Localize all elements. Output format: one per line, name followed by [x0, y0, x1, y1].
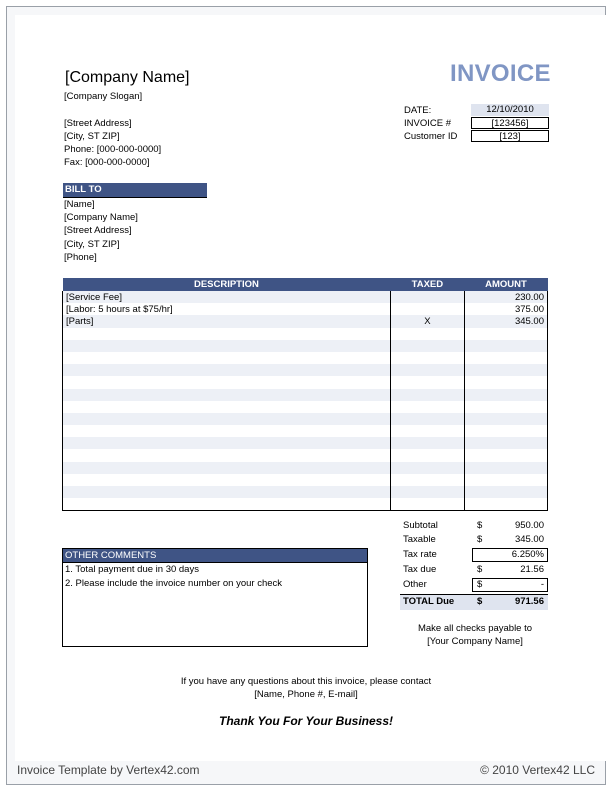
amount-cell[interactable]: [464, 352, 547, 364]
taxable-value: 345.00: [514, 534, 544, 545]
customer-id-value[interactable]: [123]: [471, 130, 549, 142]
total-label: TOTAL Due: [403, 596, 455, 607]
total-row: [400, 594, 548, 610]
amount-cell[interactable]: 345.00: [464, 315, 547, 327]
amount-header: AMOUNT: [464, 278, 547, 291]
taxrate-value: 6.250%: [511, 549, 544, 560]
taxdue-label: Tax due: [403, 564, 437, 575]
taxed-cell[interactable]: [390, 328, 464, 340]
amount-cell[interactable]: [464, 401, 547, 413]
taxable-row: [400, 533, 548, 547]
taxed-header: TAXED: [390, 278, 464, 291]
subtotal-label: Subtotal: [403, 520, 438, 531]
description-cell[interactable]: [Parts]: [63, 315, 391, 327]
thank-you-message: Thank You For Your Business!: [218, 714, 394, 728]
taxed-cell[interactable]: [390, 413, 464, 425]
taxed-cell[interactable]: [390, 425, 464, 437]
description-cell[interactable]: [63, 498, 391, 511]
amount-cell[interactable]: [464, 328, 547, 340]
amount-cell[interactable]: [464, 364, 547, 376]
description-cell[interactable]: [63, 376, 391, 388]
taxed-cell[interactable]: [390, 462, 464, 474]
taxed-cell[interactable]: [390, 486, 464, 498]
bill-to-company: [Company Name]: [64, 212, 138, 223]
taxdue-value: 21.56: [520, 564, 544, 575]
company-fax: Fax: [000-000-0000]: [64, 157, 150, 168]
company-city: [City, ST ZIP]: [64, 131, 120, 142]
taxed-cell[interactable]: X: [390, 315, 464, 327]
taxed-cell[interactable]: [390, 291, 464, 303]
payable-line-2: [Your Company Name]: [427, 636, 523, 647]
description-cell[interactable]: [63, 462, 391, 474]
taxed-cell[interactable]: [390, 352, 464, 364]
taxed-cell[interactable]: [390, 437, 464, 449]
table-row: [63, 303, 548, 315]
table-row: [63, 340, 548, 352]
items-body: [63, 291, 548, 511]
table-row: [63, 425, 548, 437]
bill-to-name: [Name]: [64, 199, 95, 210]
amount-cell[interactable]: [464, 498, 547, 511]
amount-cell[interactable]: [464, 413, 547, 425]
taxed-cell[interactable]: [390, 498, 464, 511]
taxed-cell[interactable]: [390, 474, 464, 486]
invoice-number-value[interactable]: [123456]: [471, 117, 549, 129]
description-cell[interactable]: [63, 474, 391, 486]
table-row: [63, 486, 548, 498]
table-row: [63, 364, 548, 376]
description-cell[interactable]: [Service Fee]: [63, 291, 391, 303]
invoice-number-label: INVOICE #: [404, 118, 451, 129]
other-label: Other: [403, 579, 427, 590]
description-cell[interactable]: [63, 437, 391, 449]
taxed-cell[interactable]: [390, 401, 464, 413]
contact-line-2: [Name, Phone #, E-mail]: [254, 689, 358, 700]
table-row: [63, 376, 548, 388]
amount-cell[interactable]: [464, 449, 547, 461]
table-row: [63, 474, 548, 486]
amount-cell[interactable]: [464, 486, 547, 498]
taxdue-currency: $: [477, 564, 483, 575]
subtotal-currency: $: [477, 520, 483, 531]
amount-cell[interactable]: [464, 376, 547, 388]
date-label: DATE:: [404, 105, 432, 116]
table-row: [63, 352, 548, 364]
description-cell[interactable]: [63, 413, 391, 425]
comments-header: OTHER COMMENTS: [63, 549, 367, 562]
comments-box[interactable]: [62, 548, 368, 647]
amount-cell[interactable]: [464, 389, 547, 401]
other-value: -: [540, 579, 544, 590]
company-phone: Phone: [000-000-0000]: [64, 144, 162, 155]
company-slogan: [Company Slogan]: [64, 91, 143, 102]
taxable-label: Taxable: [403, 534, 436, 545]
total-value: 971.56: [514, 596, 544, 607]
subtotal-value: 950.00: [514, 520, 544, 531]
description-cell[interactable]: [63, 340, 391, 352]
taxdue-row: [400, 563, 548, 577]
taxable-currency: $: [477, 534, 483, 545]
table-row: [63, 315, 548, 327]
taxed-cell[interactable]: [390, 340, 464, 352]
taxed-cell[interactable]: [390, 389, 464, 401]
description-cell[interactable]: [63, 364, 391, 376]
description-cell[interactable]: [63, 352, 391, 364]
description-cell[interactable]: [63, 449, 391, 461]
total-currency: $: [477, 596, 483, 607]
table-row: [63, 449, 548, 461]
bill-to-phone: [Phone]: [64, 252, 97, 263]
comment-line-1: 1. Total payment due in 30 days: [63, 562, 367, 577]
other-box[interactable]: [472, 578, 548, 592]
taxed-cell[interactable]: [390, 449, 464, 461]
footer-credit[interactable]: Invoice Template by Vertex42.com: [17, 763, 200, 777]
taxed-cell[interactable]: [390, 376, 464, 388]
description-cell[interactable]: [63, 425, 391, 437]
date-value[interactable]: 12/10/2010: [471, 104, 549, 116]
footer-copyright: © 2010 Vertex42 LLC: [480, 763, 595, 777]
amount-cell[interactable]: 375.00: [464, 303, 547, 315]
company-street: [Street Address]: [64, 118, 132, 129]
description-cell[interactable]: [63, 486, 391, 498]
taxrate-label: Tax rate: [403, 549, 437, 560]
amount-cell[interactable]: 230.00: [464, 291, 547, 303]
subtotal-row: [400, 519, 548, 533]
payable-line-1: Make all checks payable to: [417, 623, 533, 634]
amount-cell[interactable]: [464, 437, 547, 449]
company-name: [Company Name]: [65, 69, 190, 86]
taxed-cell[interactable]: [390, 303, 464, 315]
description-cell[interactable]: [63, 328, 391, 340]
taxrate-row: [400, 548, 548, 562]
description-cell[interactable]: [63, 389, 391, 401]
contact-line-1: If you have any questions about this invoice, please contact: [180, 676, 432, 687]
amount-cell[interactable]: [464, 462, 547, 474]
other-row: [400, 578, 548, 592]
taxed-cell[interactable]: [390, 364, 464, 376]
table-row: [63, 413, 548, 425]
table-row: [63, 498, 548, 511]
table-row: [63, 389, 548, 401]
amount-cell[interactable]: [464, 425, 547, 437]
description-cell[interactable]: [63, 401, 391, 413]
table-row: [63, 437, 548, 449]
bill-to-header: BILL TO: [63, 183, 207, 197]
other-currency: $: [477, 579, 483, 590]
items-table: [62, 278, 548, 511]
table-row: [63, 462, 548, 474]
bill-to-street: [Street Address]: [64, 225, 132, 236]
amount-cell[interactable]: [464, 340, 547, 352]
bill-to-city: [City, ST ZIP]: [64, 239, 120, 250]
invoice-title: INVOICE: [450, 60, 551, 87]
table-row: [63, 328, 548, 340]
amount-cell[interactable]: [464, 474, 547, 486]
description-header: DESCRIPTION: [63, 278, 391, 291]
description-cell[interactable]: [Labor: 5 hours at $75/hr]: [63, 303, 391, 315]
comment-line-2: 2. Please include the invoice number on your check: [65, 577, 283, 589]
table-row: [63, 291, 548, 303]
customer-id-label: Customer ID: [404, 131, 458, 142]
table-row: [63, 401, 548, 413]
